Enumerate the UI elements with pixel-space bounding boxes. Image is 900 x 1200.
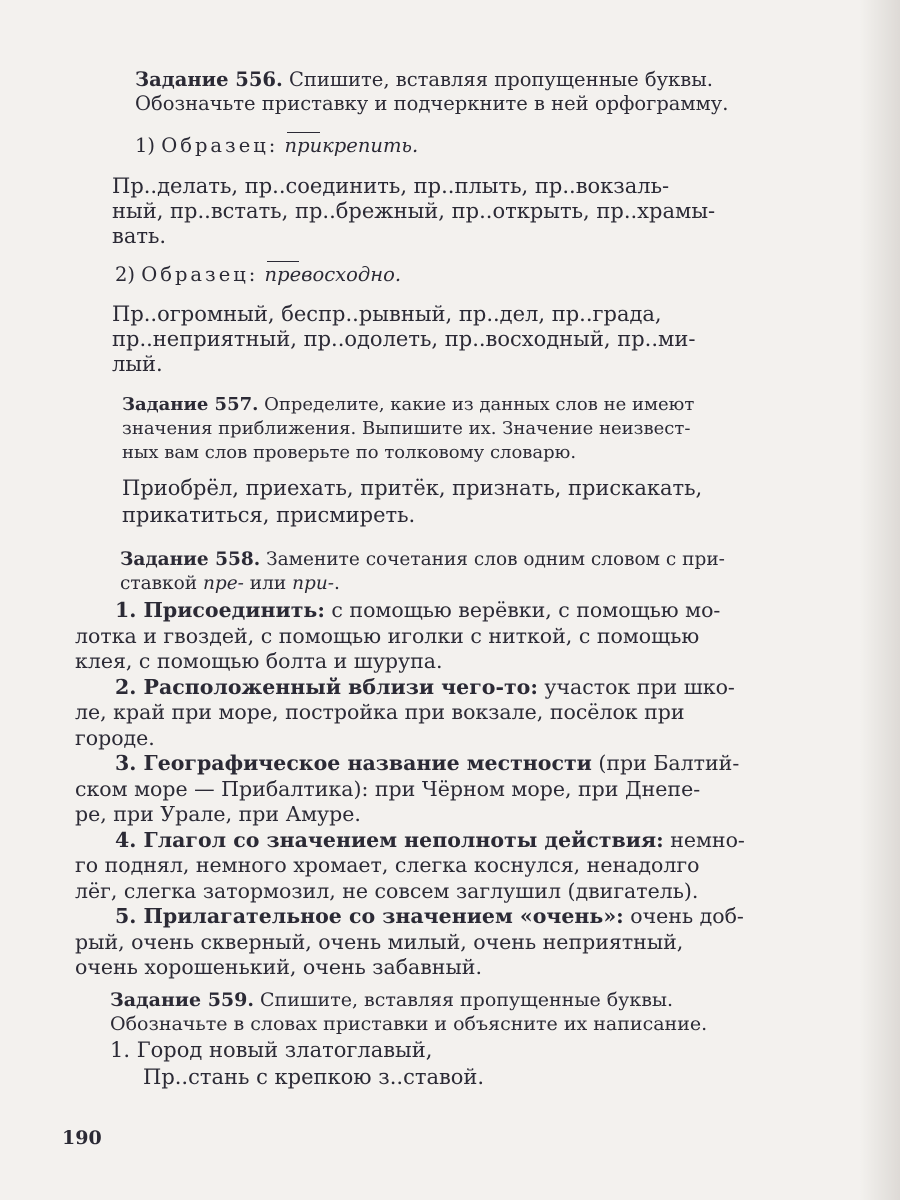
item-line: ре, при Урале, при Амуре.	[75, 802, 361, 826]
exercise-line: Пр..огромный, беспр..рывный, пр..дел, пр..града,	[112, 302, 662, 326]
item-first-line	[75, 828, 870, 854]
sample-word-rest: крепить.	[322, 134, 419, 157]
task-557-words	[122, 475, 870, 529]
instruction-line	[120, 572, 868, 596]
prefix-pri: при-	[292, 573, 335, 594]
instruction-text: Определите, какие из данных слов не имеют	[264, 394, 695, 415]
instruction-text: Спишите, вставляя пропущенные буквы.	[288, 68, 713, 91]
item-line: лотка и гвоздей, с помощью иголки с ниткой, с помощью	[75, 623, 700, 648]
exercise-line: пр..неприятный, пр..одолеть, пр..восходный, пр..ми-	[112, 327, 696, 351]
list-item	[75, 751, 870, 828]
instruction-line	[135, 68, 870, 92]
sample-number: 2)	[115, 263, 142, 286]
task-557-instruction	[122, 393, 870, 465]
item-title: 1. Присоединить:	[115, 598, 325, 622]
task-559-instruction	[110, 988, 870, 1036]
prefix-pre: пре-	[202, 573, 244, 594]
prefix-mark: пре	[264, 263, 302, 286]
item-first-line	[75, 751, 870, 777]
list-item	[75, 828, 870, 905]
item-line: ском море — Прибалтика): при Чёрном море, при Днепе-	[75, 776, 701, 801]
task-label: Задание 557.	[122, 394, 259, 415]
item-line: клея, с помощью болта и шурупа.	[75, 649, 443, 673]
poem-line: Пр..стань с крепкою з..ставой.	[143, 1065, 485, 1089]
task-558-instruction	[120, 548, 868, 596]
item-line: городе.	[75, 725, 155, 750]
exercise-line: вать.	[112, 224, 167, 248]
instruction-line	[120, 548, 868, 572]
instruction-line: Обозначьте в словах приставки и объясните их написание.	[110, 1013, 708, 1035]
item-text: немно-	[663, 827, 745, 852]
instruction-text: ставкой	[120, 573, 203, 594]
item-title: 4. Глагол со значением неполноты действия:	[115, 827, 664, 852]
item-text: (при Балтий-	[591, 751, 740, 775]
item-text: с помощью верёвки, с помощью мо-	[324, 598, 721, 622]
exercise-line: лый.	[112, 352, 163, 376]
task-556-instruction	[135, 68, 870, 116]
instruction-text: или	[243, 573, 293, 594]
sample-1	[135, 134, 418, 157]
sample-word-rest: восходно.	[301, 263, 402, 286]
exercise-line: ный, пр..встать, пр..брежный, пр..открыть, пр..храмы-	[112, 199, 716, 223]
instruction-text: Замените сочетания слов одним словом с при-	[266, 549, 725, 570]
item-line: лёг, слегка затормозил, не совсем заглушил (двигатель).	[75, 878, 699, 903]
item-title: 5. Прилагательное со значением «очень»:	[115, 904, 624, 928]
sample-word	[265, 263, 401, 286]
task-label: Задание 558.	[120, 549, 261, 570]
task-558-items	[75, 598, 870, 981]
list-item	[75, 904, 870, 981]
poem-line: 1. Город новый златоглавый,	[110, 1038, 433, 1062]
poem	[110, 1037, 484, 1091]
item-text: очень доб-	[623, 904, 744, 928]
item-line: ле, край при море, постройка при вокзале, посёлок при	[75, 700, 685, 724]
item-first-line	[75, 598, 870, 624]
instruction-text: .	[334, 573, 340, 594]
sample-label: Образец:	[161, 134, 279, 157]
item-first-line	[75, 904, 870, 930]
list-item	[75, 675, 870, 752]
exercise-line: Пр..делать, пр..соединить, пр..плыть, пр..вокзаль-	[112, 174, 670, 198]
instruction-line: Обозначьте приставку и подчеркните в ней орфограмму.	[135, 92, 729, 115]
exercise-1-words	[112, 174, 872, 249]
prefix-mark: при	[284, 134, 323, 157]
item-title: 3. Географическое название местности	[115, 751, 592, 775]
list-item	[75, 598, 870, 675]
item-first-line	[75, 675, 870, 701]
exercise-line: Приобрёл, приехать, притёк, признать, прискакать,	[122, 476, 703, 500]
sample-number: 1)	[135, 134, 162, 157]
exercise-line: прикатиться, присмиреть.	[122, 503, 416, 527]
item-line: го поднял, немного хромает, слегка коснулся, ненадолго	[75, 853, 700, 877]
exercise-2-words	[112, 302, 872, 377]
page-number: 190	[62, 1127, 102, 1149]
sample-word	[285, 134, 419, 157]
instruction-line	[110, 988, 870, 1012]
instruction-line	[122, 393, 870, 417]
instruction-line: ных вам слов проверьте по толковому словарю.	[122, 442, 577, 463]
task-label: Задание 556.	[135, 68, 283, 91]
item-title: 2. Расположенный вблизи чего-то:	[115, 674, 538, 699]
task-label: Задание 559.	[110, 989, 254, 1011]
instruction-line: значения приближения. Выпишите их. Значение неизвест-	[122, 418, 691, 439]
sample-2	[115, 263, 401, 286]
sample-label: Образец:	[141, 263, 259, 286]
instruction-text: Спишите, вставляя пропущенные буквы.	[260, 989, 674, 1011]
item-line: рый, очень скверный, очень милый, очень неприятный,	[75, 929, 684, 954]
item-text: участок при шко-	[537, 674, 735, 699]
item-line: очень хорошенький, очень забавный.	[75, 955, 482, 979]
